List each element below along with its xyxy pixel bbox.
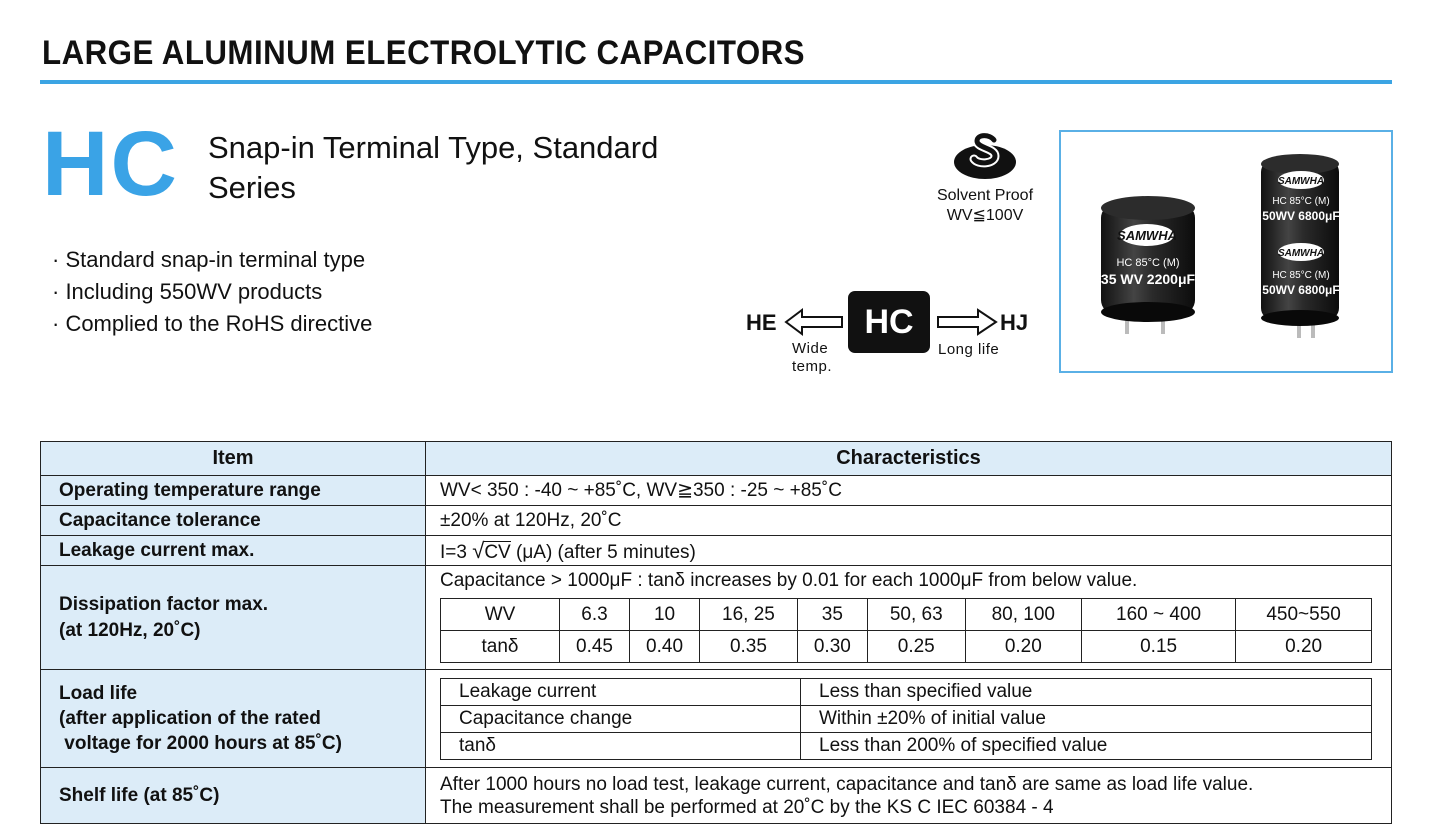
row-label-line: (at 120Hz, 20˚C) [59, 619, 201, 641]
dissipation-table [440, 598, 1372, 663]
load-life-value: Within ±20% of initial value [801, 705, 1372, 732]
capacitor-tall [1261, 154, 1340, 338]
solvent-proof-badge [920, 128, 1050, 226]
row-value: ±20% at 120Hz, 20˚C [426, 506, 1392, 536]
load-life-table [440, 678, 1372, 760]
table-row [41, 536, 1392, 566]
feature-item: · Complied to the RoHS directive [52, 311, 373, 336]
header-characteristics: Characteristics [426, 442, 1392, 476]
table-row [41, 506, 1392, 536]
cap-label: 50WV 6800μF [1262, 283, 1340, 297]
wide-temp-note [792, 340, 832, 376]
load-life-row [441, 678, 1372, 705]
brand-text: SAMWHA [1277, 248, 1325, 259]
tan-cell: 0.20 [965, 631, 1081, 663]
wv-cell: 35 [797, 599, 867, 631]
tan-label: tanδ [441, 631, 560, 663]
cap-label: 35 WV 2200μF [1100, 271, 1196, 287]
series-he-label: HE [746, 310, 777, 335]
cap-label: HC 85°C (M) [1272, 270, 1330, 281]
wv-cell: 450~550 [1236, 599, 1372, 631]
load-life-key: Leakage current [441, 678, 801, 705]
row-value [426, 536, 1392, 566]
tan-cell: 0.45 [560, 631, 630, 663]
row-value [426, 670, 1392, 768]
tan-cell: 0.40 [630, 631, 700, 663]
formula-root: CV [484, 541, 511, 563]
load-life-value: Less than specified value [801, 678, 1372, 705]
row-value [426, 566, 1392, 670]
wv-cell: 160 ~ 400 [1081, 599, 1235, 631]
wv-row [441, 599, 1372, 631]
cap-label: HC 85°C (M) [1272, 196, 1330, 207]
long-life-note: Long life [938, 341, 1000, 358]
title-rule [40, 80, 1392, 84]
row-value: WV< 350 : -40 ~ +85˚C, WV≧350 : -25 ~ +85˚C [426, 476, 1392, 506]
tan-cell: 0.25 [867, 631, 965, 663]
cap-label: HC 85°C (M) [1116, 257, 1180, 269]
dissipation-note: Capacitance > 1000μF : tanδ increases by 0.01 for each 1000μF from below value. [440, 570, 1138, 591]
row-label [41, 670, 426, 768]
series-hj-label: HJ [1000, 310, 1029, 335]
table-row [41, 670, 1392, 768]
wv-cell: 80, 100 [965, 599, 1081, 631]
row-label: Operating temperature range [41, 476, 426, 506]
tan-cell: 0.35 [700, 631, 798, 663]
row-label-line: voltage for 2000 hours at 85˚C) [59, 732, 342, 754]
capacitor-photo [1061, 132, 1391, 371]
wv-label: WV [441, 599, 560, 631]
tan-cell: 0.30 [797, 631, 867, 663]
formula-suffix: (μA) (after 5 minutes) [510, 541, 696, 563]
arrow-left-icon [784, 308, 844, 336]
row-label [41, 566, 426, 670]
feature-item: · Including 550WV products [52, 279, 323, 304]
formula-prefix: I=3 [440, 541, 473, 563]
cap-label: 50WV 6800μF [1262, 209, 1340, 223]
feature-list [52, 244, 372, 340]
capacitor-short [1101, 196, 1196, 334]
temp-note-line: temp. [792, 358, 833, 375]
arrow-right-icon [936, 308, 998, 336]
shelf-line: The measurement shall be performed at 20˚C by the KS C IEC 60384 - 4 [440, 796, 1054, 818]
wv-cell: 10 [630, 599, 700, 631]
wv-cell: 50, 63 [867, 599, 965, 631]
series-description: Snap-in Terminal Type, Standard Series [208, 130, 659, 205]
page-title: LARGE ALUMINUM ELECTROLYTIC CAPACITORS [42, 34, 805, 72]
load-life-row [441, 732, 1372, 759]
solvent-proof-label: Solvent Proof [936, 187, 1034, 204]
product-photo [1059, 130, 1393, 373]
row-value [426, 768, 1392, 824]
table-header-row [41, 442, 1392, 476]
solvent-proof-voltage: WV≦100V [946, 207, 1024, 224]
series-hc-box: HC [848, 291, 930, 353]
tan-cell: 0.15 [1081, 631, 1235, 663]
load-life-row [441, 705, 1372, 732]
characteristics-table [40, 441, 1392, 824]
feature-item: · Standard snap-in terminal type [52, 247, 366, 272]
sqrt-icon: √ [472, 537, 485, 563]
tan-row [441, 631, 1372, 663]
brand-text: SAMWHA [1117, 228, 1177, 243]
wv-cell: 16, 25 [700, 599, 798, 631]
row-label: Leakage current max. [41, 536, 426, 566]
load-life-key: tanδ [441, 732, 801, 759]
series-code: HC [42, 113, 179, 215]
row-label: Capacitance tolerance [41, 506, 426, 536]
load-life-key: Capacitance change [441, 705, 801, 732]
table-row [41, 768, 1392, 824]
brand-text: SAMWHA [1277, 176, 1325, 187]
header-item: Item [41, 442, 426, 476]
row-label-line: Load life [59, 682, 138, 704]
tan-cell: 0.20 [1236, 631, 1372, 663]
load-life-value: Less than 200% of specified value [801, 732, 1372, 759]
row-label: Shelf life (at 85˚C) [41, 768, 426, 824]
shelf-line: After 1000 hours no load test, leakage current, capacitance and tanδ are same as load life value. [440, 773, 1254, 795]
table-row [41, 476, 1392, 506]
table-row [41, 566, 1392, 670]
wide-note-line: Wide [792, 340, 829, 357]
row-label-line: (after application of the rated [59, 707, 321, 729]
wv-cell: 6.3 [560, 599, 630, 631]
solvent-proof-s-icon [950, 128, 1020, 182]
row-label-line: Dissipation factor max. [59, 593, 269, 615]
